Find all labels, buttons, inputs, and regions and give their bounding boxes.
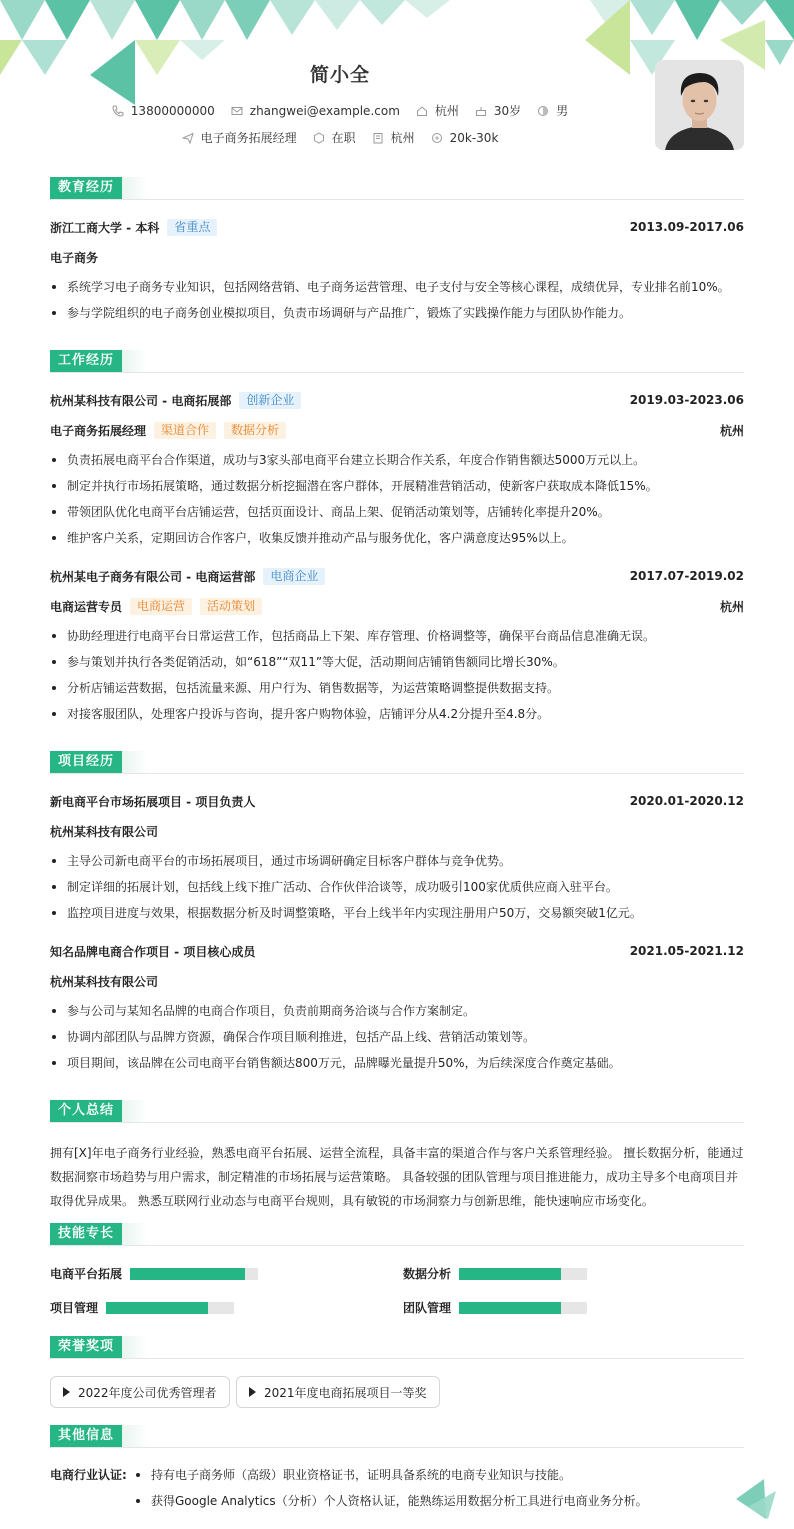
school-name: 浙江工商大学 - 本科	[50, 220, 160, 235]
summary-section	[50, 1100, 744, 1208]
skill-name: 项目管理	[50, 1301, 99, 1315]
skill-item	[50, 1265, 258, 1282]
section-header	[50, 1100, 744, 1123]
skill-item	[403, 1265, 587, 1282]
list-item: 维护客户关系，定期回访合作客户，收集反馈并推动产品与服务优化，客户满意度达95%以上。	[50, 529, 744, 555]
gender-icon	[537, 105, 549, 117]
list-item: 协助经理进行电商平台日常运营工作，包括商品上下架、库存管理、价格调整等，确保平台商品信息准确无误。	[50, 627, 744, 653]
skill-name: 电商平台拓展	[50, 1267, 123, 1281]
education-date: 2013.09-2017.06	[629, 220, 744, 234]
hometown: 杭州	[434, 104, 459, 118]
skill-tag: 渠道合作	[154, 422, 216, 439]
section-title-fade	[122, 177, 148, 199]
project-row	[50, 792, 744, 810]
list-item: 监控项目进度与效果，根据数据分析及时调整策略，平台上线半年内实现注册用户50万，交易额突破1亿元。	[50, 904, 744, 930]
job-city: 杭州	[719, 599, 744, 614]
phone-icon	[112, 105, 124, 117]
project-date: 2021.05-2021.12	[629, 944, 744, 958]
skill-bar	[130, 1268, 258, 1280]
company-name: 杭州某电子商务有限公司 - 电商运营部	[50, 569, 256, 584]
gender-info	[537, 102, 568, 119]
skill-bar	[459, 1302, 587, 1314]
major: 电子商务	[50, 250, 99, 265]
skill-name: 团队管理	[403, 1301, 452, 1315]
coin-icon	[431, 132, 443, 144]
section-title-fade	[122, 1223, 148, 1245]
list-item: 获得Google Analytics（分析）个人资格认证，能熟练运用数据分析工具进行电商业务分析。	[130, 1492, 648, 1518]
list-item: 对接客服团队，处理客户投诉与咨询，提升客户购物体验，店铺评分从4.2分提升至4.8分。	[50, 705, 744, 731]
list-item: 参与公司与某知名品牌的电商合作项目，负责前期商务洽谈与合作方案制定。	[50, 1002, 744, 1028]
job-role: 电商运营专员	[50, 599, 123, 614]
award-label: 2022年度公司优秀管理者	[78, 1385, 217, 1400]
section-header	[50, 1425, 744, 1448]
home-icon	[416, 105, 428, 117]
awards-section	[50, 1336, 744, 1400]
target-city-info	[372, 129, 415, 146]
list-item: 项目期间，该品牌在公司电商平台销售额达800万元，品牌曝光量提升50%，为后续深度合作奠定基础。	[50, 1054, 744, 1080]
work-section	[50, 350, 744, 721]
skill-bar-fill	[130, 1268, 245, 1280]
job-bullets	[50, 451, 744, 555]
list-item: 分析店铺运营数据，包括流量来源、用户行为、销售数据等，为运营策略调整提供数据支持。	[50, 679, 744, 705]
section-title: 个人总结	[50, 1100, 122, 1122]
section-header	[50, 1223, 744, 1246]
salary: 20k-30k	[449, 130, 499, 145]
resume-header	[0, 0, 794, 170]
status-info	[313, 129, 356, 146]
status-icon	[313, 132, 325, 144]
major-row	[50, 248, 744, 266]
contact-info-line	[0, 102, 680, 119]
job-date: 2017.07-2019.02	[629, 569, 744, 583]
company-tag: 电商企业	[263, 568, 325, 585]
list-item: 协调内部团队与品牌方资源，确保合作项目顺利推进，包括产品上线、营销活动策划等。	[50, 1028, 744, 1054]
job-role-row	[50, 421, 744, 439]
skill-tag: 电商运营	[130, 598, 192, 615]
list-item: 系统学习电子商务专业知识，包括网络营销、电子商务运营管理、电子支付与安全等核心课程，成绩优异，专业排名前10%。	[50, 278, 744, 304]
phone-info	[112, 104, 215, 118]
project-company-row	[50, 822, 744, 840]
job-bullets	[50, 627, 744, 731]
other-section	[50, 1425, 744, 1508]
section-title-fade	[122, 350, 148, 372]
project-company: 杭州某科技有限公司	[50, 824, 159, 839]
project-bullets	[50, 1002, 744, 1080]
education-section	[50, 177, 744, 320]
send-icon	[182, 132, 194, 144]
school-tag: 省重点	[167, 219, 217, 236]
list-item: 制定并执行市场拓展策略，通过数据分析挖掘潜在客户群体，开展精准营销活动，使新客户获取成本降低15%。	[50, 477, 744, 503]
list-item: 负责拓展电商平台合作渠道，成功与3家头部电商平台建立长期合作关系，年度合作销售额达5000万元以上。	[50, 451, 744, 477]
section-title-fade	[122, 1425, 148, 1447]
skill-item	[403, 1299, 587, 1316]
section-title-fade	[122, 1100, 148, 1122]
skill-bar	[459, 1268, 587, 1280]
job-city: 杭州	[719, 423, 744, 438]
project-name: 新电商平台市场拓展项目 - 项目负责人	[50, 794, 256, 809]
section-title-fade	[122, 1336, 148, 1358]
section-title: 荣誉奖项	[50, 1336, 122, 1358]
list-item: 参与学院组织的电子商务创业模拟项目，负责市场调研与产品推广，锻炼了实践操作能力与团队协作能力。	[50, 304, 744, 330]
building-icon	[372, 132, 384, 144]
award-item	[236, 1376, 440, 1408]
awards-list	[50, 1376, 744, 1408]
skills-section	[50, 1223, 744, 1315]
list-item: 主导公司新电商平台的市场拓展项目，通过市场调研确定目标客户群体与竞争优势。	[50, 852, 744, 878]
list-item: 参与策划并执行各类促销活动，如“618”“双11”等大促，活动期间店铺销售额同比增长30%。	[50, 653, 744, 679]
gender: 男	[556, 104, 569, 118]
avatar	[655, 60, 744, 150]
project-company: 杭州某科技有限公司	[50, 974, 159, 989]
cake-icon	[475, 105, 487, 117]
award-item	[50, 1376, 230, 1408]
company-name: 杭州某科技有限公司 - 电商拓展部	[50, 393, 232, 408]
section-title: 项目经历	[50, 751, 122, 773]
target-job: 电子商务拓展经理	[200, 131, 297, 145]
list-item: 带领团队优化电商平台店铺运营，包括页面设计、商品上架、促销活动策划等，店铺转化率提升20%。	[50, 503, 744, 529]
list-item: 持有电子商务师（高级）职业资格证书，证明具备系统的电商专业知识与技能。	[130, 1466, 648, 1492]
footer-triangle-decor	[736, 1479, 776, 1519]
job-role: 电子商务拓展经理	[50, 423, 147, 438]
company-tag: 创新企业	[239, 392, 301, 409]
email-address: zhangwei@example.com	[249, 103, 400, 118]
skill-bar	[106, 1302, 234, 1314]
project-company-row	[50, 972, 744, 990]
section-title: 其他信息	[50, 1425, 122, 1447]
salary-info	[431, 131, 499, 145]
mail-icon	[231, 105, 243, 117]
section-header	[50, 177, 744, 200]
section-header	[50, 1336, 744, 1359]
skill-bar-fill	[459, 1268, 561, 1280]
project-row	[50, 942, 744, 960]
section-title-fade	[122, 751, 148, 773]
play-triangle-icon	[63, 1387, 70, 1397]
certification-list	[130, 1466, 648, 1518]
job-role-row	[50, 597, 744, 615]
target-city: 杭州	[390, 131, 415, 145]
section-header	[50, 751, 744, 774]
skill-bar-fill	[106, 1302, 208, 1314]
certification-label: 电商行业认证:	[50, 1468, 127, 1482]
projects-section	[50, 751, 744, 1070]
play-triangle-icon	[249, 1387, 256, 1397]
avatar-portrait-icon	[655, 60, 744, 150]
job-status: 在职	[331, 131, 356, 145]
hometown-info	[416, 102, 459, 119]
email-info	[231, 104, 400, 118]
project-name: 知名品牌电商合作项目 - 项目核心成员	[50, 944, 256, 959]
job-company-row	[50, 567, 744, 585]
summary-text: 拥有[X]年电子商务行业经验，熟悉电商平台拓展、运营全流程，具备丰富的渠道合作与客户关系管理经验。 擅长数据分析，能通过数据洞察市场趋势与用户需求，制定精准的市场拓展与运营策略。 具备较强的团队管理与项目推进能力，成功主导多个电商项目并取得优异成果。 熟悉互联网行业动态与电商平台规则，具有敏锐的市场洞察力与创新思维，能快速响应市场变化。	[50, 1146, 744, 1208]
age-info	[475, 102, 521, 119]
project-date: 2020.01-2020.12	[629, 794, 744, 808]
award-label: 2021年度电商拓展项目一等奖	[264, 1385, 427, 1400]
target-job-info	[182, 129, 297, 146]
job-company-row	[50, 391, 744, 409]
skill-tag: 活动策划	[200, 598, 262, 615]
list-item: 制定详细的拓展计划，包括线上线下推广活动、合作伙伴洽谈等，成功吸引100家优质供应商入驻平台。	[50, 878, 744, 904]
section-header	[50, 350, 744, 373]
education-row	[50, 218, 744, 236]
candidate-name: 简小全	[309, 64, 370, 86]
section-title: 教育经历	[50, 177, 122, 199]
job-date: 2019.03-2023.06	[629, 393, 744, 407]
skill-name: 数据分析	[403, 1267, 452, 1281]
skill-bar-fill	[459, 1302, 561, 1314]
project-bullets	[50, 852, 744, 930]
education-bullets	[50, 278, 744, 330]
age: 30岁	[493, 104, 522, 118]
section-title: 技能专长	[50, 1223, 122, 1245]
section-title: 工作经历	[50, 350, 122, 372]
job-intent-line	[0, 129, 680, 146]
skill-tag: 数据分析	[224, 422, 286, 439]
phone-number: 13800000000	[130, 103, 215, 118]
skill-item	[50, 1299, 234, 1316]
